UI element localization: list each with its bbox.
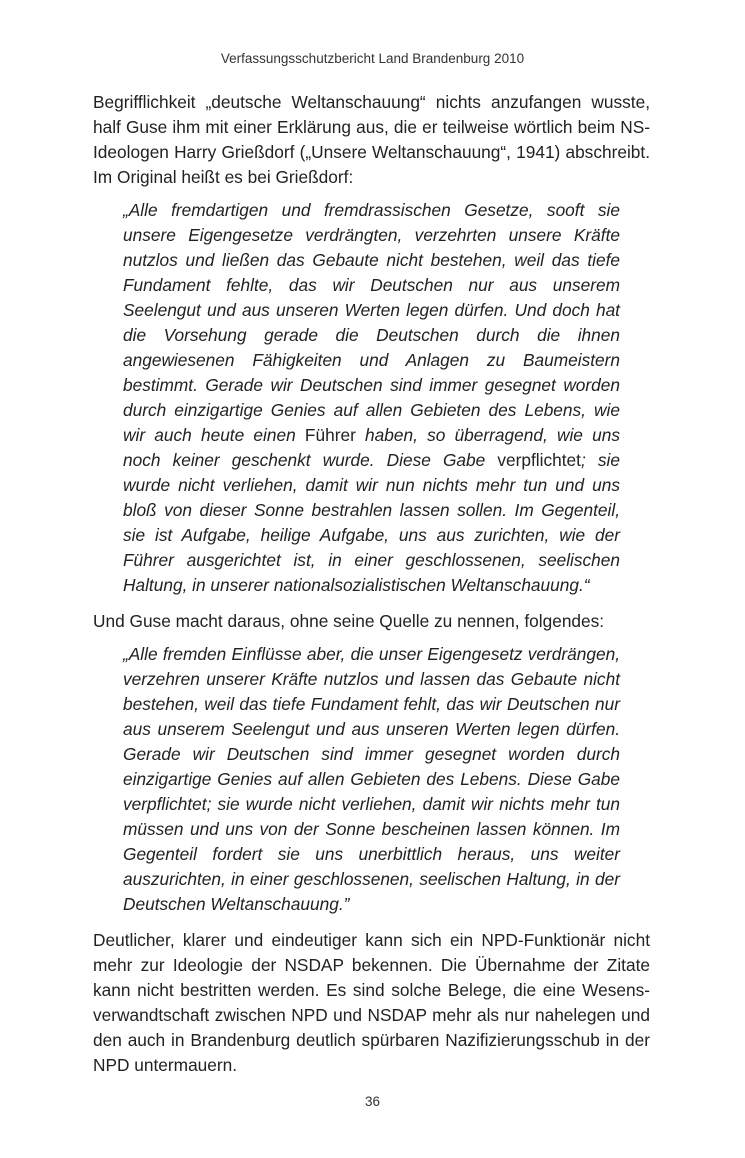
block-quote-guse: „Alle fremden Einflüsse aber, die unser Eigengesetz verdrängen, verzehren unserer Kräfte nutzlos und lassen das Gebaute nicht bestehen, weil das tiefe Fundament fehlt, das wir Deutschen nur aus unserem Seelengut und aus unseren Werten legen dürfen. Gerade wir Deutschen sind immer gesegnet worden durch einzigartige Genies auf allen Gebieten des Lebens. Diese Gabe verpflichtet; sie wurde nicht verliehen, damit wir nichts mehr tun müssen und uns von der Sonne bescheinen lassen können. Im Gegenteil fordert sie uns unerbittlich heraus, uns weiter auszurichten, in einer geschlossenen, seelischen Haltung, in der Deutschen Weltanschauung.” xyxy=(123,644,620,914)
running-header: Verfassungsschutzbericht Land Brandenburg 2010 xyxy=(220,51,525,66)
quote-text-part-3: ; sie wurde nicht verliehen, damit wir nun nichts mehr tun und uns bloß von dieser Sonne bestrahlen lassen sollen. Im Gegenteil, sie ist Aufgabe, heilige Aufgabe, uns aus zurichten, wie der Führer ausgerichtet ist, in einer geschlossenen, seelischen Haltung, in unserer nationalsozialistischen Weltanschauung.“ xyxy=(123,450,620,595)
quote-text-part-2: haben, so überragend, wie uns noch keiner geschenkt wurde. Diese Gabe xyxy=(123,425,620,470)
body-paragraph-3: Deutlicher, klarer und eindeutiger kann sich ein NPD-Funktionär nicht mehr zur Ideologie der NSDAP bekennen. Die Übernahme der Zitate kann nicht bestritten werden. Es sind solche Belege, die eine Wesensverwandtschaft zwischen NPD und NSDAP mehr als nur nahelegen und den auch in Brandenburg deutlich spürbaren Nazifizierungsschub in der NPD untermauern. xyxy=(93,930,650,1075)
body-paragraph-2: Und Guse macht daraus, ohne seine Quelle zu nennen, folgendes: xyxy=(93,611,605,631)
page-content xyxy=(93,90,650,1078)
body-paragraph-1: Begrifflichkeit „deutsche Weltanschauung“ nichts anzufangen wusste, half Guse ihm mit einer Erklärung aus, die er teilweise wörtlich beim NS-Ideologen Harry Grießdorf („Unsere Weltanschauung“, 1941) abschreibt. Im Original heißt es bei Grießdorf: xyxy=(93,92,650,187)
page-number: 36 xyxy=(364,1094,381,1109)
quote-word-verpflichtet: verpflichtet xyxy=(497,450,581,470)
quote-word-fuehrer: Führer xyxy=(304,425,356,445)
block-quote-griessdorf xyxy=(123,198,620,598)
quote-text-part-1: „Alle fremdartigen und fremdrassischen Gesetze, sooft sie unsere Eigengesetze verdrängten, verzehrten unsere Kräfte nutzlos und ließen das Gebaute nicht bestehen, weil das tiefe Fundament fehlte, das wir Deutschen nur aus unserem Seelengut und aus unseren Werten legen dürfen. Und doch hat die Vorsehung gerade die Deutschen durch die ihnen angewiesenen Fähigkeiten und Anlagen zu Baumeistern bestimmt. Gerade wir Deutschen sind immer gesegnet worden durch einzigartige Genies auf allen Gebieten des Lebens, wie wir auch heute einen xyxy=(123,200,620,445)
